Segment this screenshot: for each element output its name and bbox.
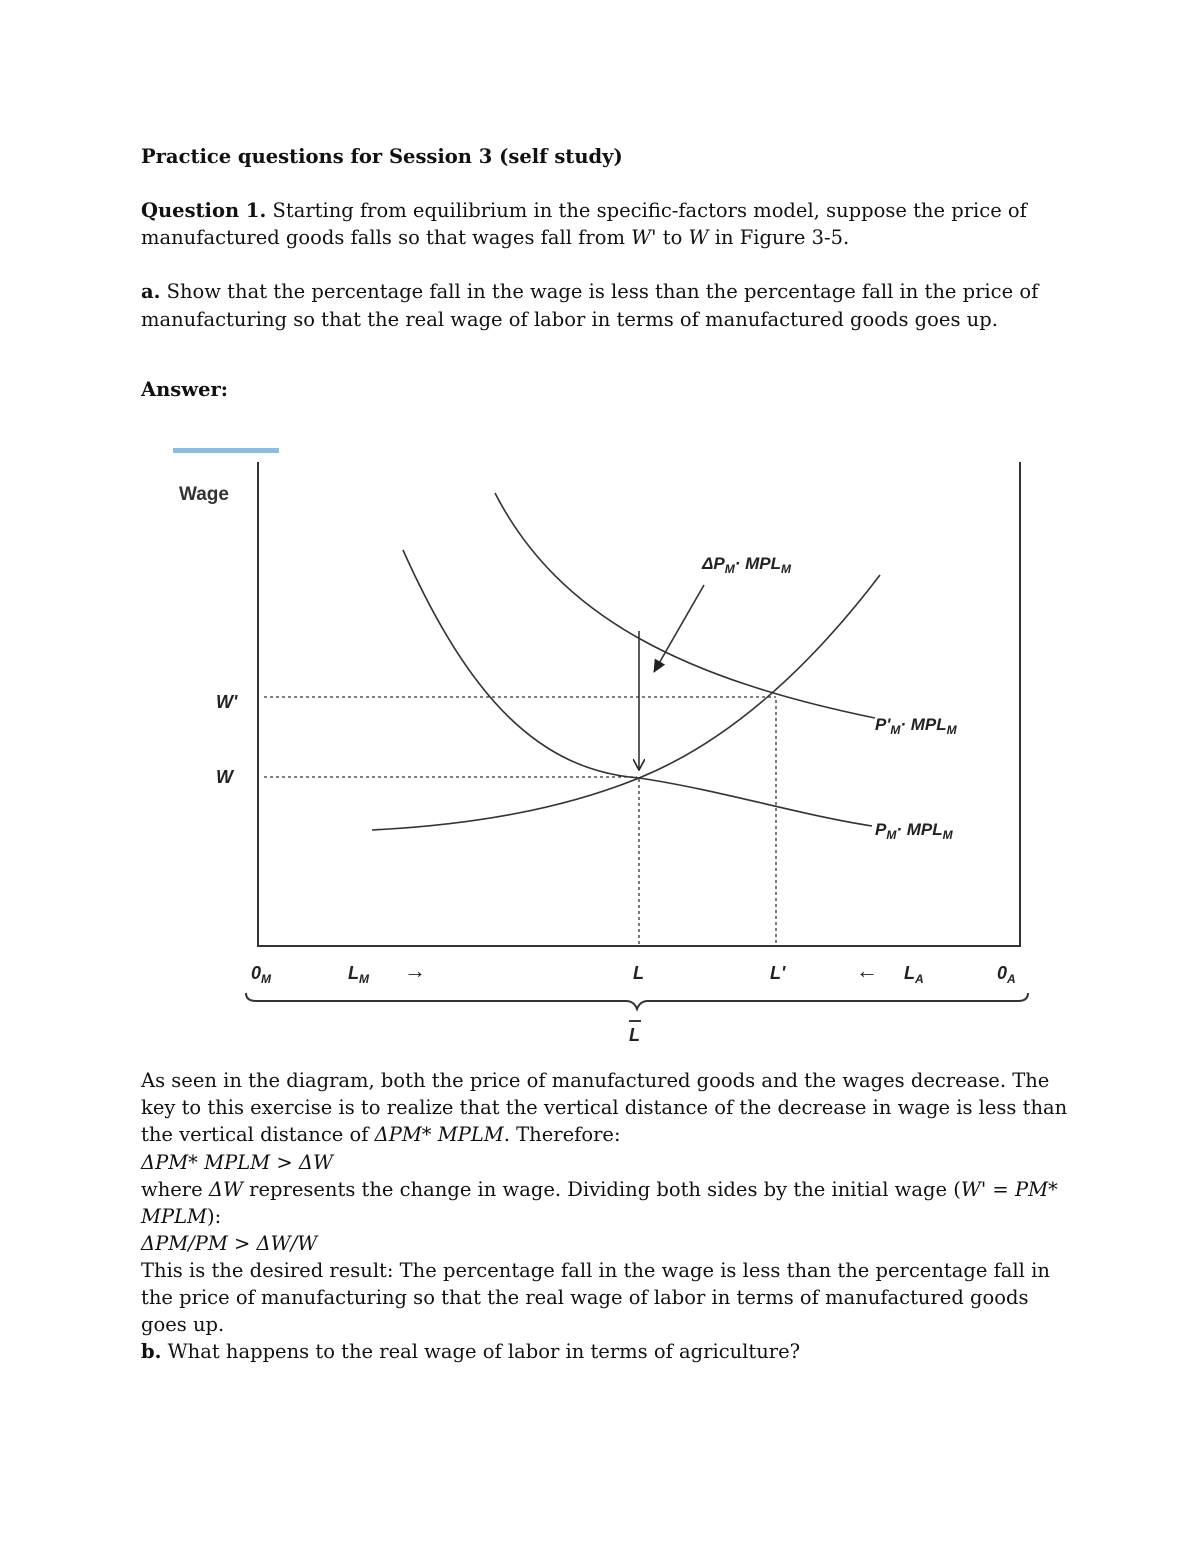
part-a-line-2: manufacturing so that the real wage of labor in terms of manufactured goods goes up. xyxy=(141,308,998,331)
question-1-label: Question 1. xyxy=(141,199,267,222)
figure-header-bar xyxy=(173,448,279,453)
lm-arrow-right: → xyxy=(404,958,426,983)
pm-prime-mplm-curve xyxy=(495,493,875,718)
y-axis-label: Wage xyxy=(179,484,229,505)
part-b-label: b. xyxy=(141,1340,162,1363)
mpla-curve xyxy=(372,575,880,830)
origin-m-label: $0_M$ xyxy=(251,963,272,986)
pm-prime-mplm-label: $P'_M\cdot MPL_M$ xyxy=(875,715,957,737)
w-label: W xyxy=(216,767,233,787)
explanation-paragraph-1: As seen in the diagram, both the price of manufactured goods and the wages decrease. The key to this exercise is to realize that the vertical distance of the decrease in wage is less than the vertical distance of ΔPM* MPLM. Therefore: xyxy=(141,1069,1068,1146)
la-arrow-left: ← xyxy=(856,958,878,983)
delta-pm-mplm-label: $\Delta P_M\cdot MPL_M$ xyxy=(702,554,792,576)
question-1-line-2: manufactured goods falls so that wages fall from W' to W in Figure 3-5. xyxy=(141,226,850,249)
part-a-label: a. xyxy=(141,280,161,303)
equation-1: ΔPM* MPLM > ΔW xyxy=(141,1151,333,1174)
pm-mplm-curve xyxy=(403,550,872,826)
answer-label: Answer: xyxy=(141,378,228,401)
l-prime-label: L' xyxy=(770,963,786,983)
equation-2: ΔPM/PM > ΔW/W xyxy=(141,1232,318,1255)
l-label: L xyxy=(633,963,644,983)
la-label: $L_A$ xyxy=(904,963,924,986)
w-prime-label: W' xyxy=(216,692,238,712)
explanation-paragraph-3: This is the desired result: The percentage fall in the wage is less than the percentage fall in the price of manufacturing so that the real wage of labor in terms of manufactured goods goes up. xyxy=(141,1259,1050,1336)
question-1-line-1: Question 1. Starting from equilibrium in the specific-factors model, suppose the price of xyxy=(141,199,1027,222)
page-title: Practice questions for Session 3 (self study) xyxy=(141,145,623,168)
lm-label: $L_M$ xyxy=(348,963,369,986)
explanation-paragraph-2: where ΔW represents the change in wage. Dividing both sides by the initial wage (W' = PM* MPLM): xyxy=(141,1178,1058,1228)
part-b-line: b. What happens to the real wage of labor in terms of agriculture? xyxy=(141,1340,801,1363)
l-bar-brace xyxy=(246,993,1028,1009)
l-bar-label: L xyxy=(629,1025,640,1045)
part-a-line-1: a. Show that the percentage fall in the wage is less than the percentage fall in the price of xyxy=(141,280,1039,303)
pm-mplm-label: $P_M\cdot MPL_M$ xyxy=(875,820,953,842)
origin-a-label: $0_A$ xyxy=(997,963,1016,986)
